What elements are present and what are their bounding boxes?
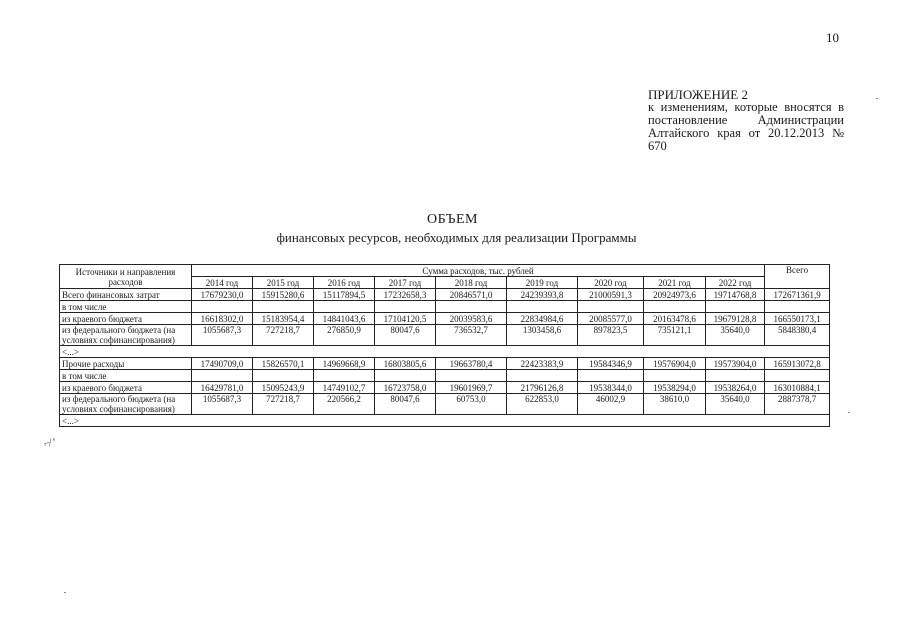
header-source: Источники и направления расходов [60, 265, 192, 289]
table-row [60, 313, 830, 325]
value-cell: 735121,1 [644, 325, 706, 346]
value-cell: 24239393,8 [507, 289, 578, 301]
value-cell: 15183954,4 [253, 313, 314, 325]
value-cell: 276850,9 [314, 325, 375, 346]
annex-text: к изменениям, которые вносятся в постановление Администрации Алтайского края от 20.12.2013 № 670 [648, 100, 844, 153]
value-cell [192, 370, 253, 382]
value-cell: 14749102,7 [314, 382, 375, 394]
value-cell: 16803805,6 [375, 358, 436, 370]
value-cell: 19576904,0 [644, 358, 706, 370]
speck [848, 412, 850, 413]
value-cell: 220566,2 [314, 394, 375, 415]
header-sum: Сумма расходов, тыс. рублей [192, 265, 765, 277]
omitted-marker: <...> [60, 415, 830, 427]
value-cell [644, 301, 706, 313]
speck [876, 98, 878, 99]
row-label: Всего финансовых затрат [60, 289, 192, 301]
value-cell: 19538264,0 [706, 382, 765, 394]
value-cell: 727218,7 [253, 325, 314, 346]
header-year: 2014 год [192, 277, 253, 289]
total-cell: 172671361,9 [765, 289, 830, 301]
header-year: 2017 год [375, 277, 436, 289]
value-cell: 19663780,4 [436, 358, 507, 370]
header-total: Всего [765, 265, 830, 289]
value-cell: 17232658,3 [375, 289, 436, 301]
value-cell [436, 370, 507, 382]
value-cell [578, 370, 644, 382]
handwritten-mark: ⌐̸ ʻ [42, 435, 58, 451]
row-label: из федерального бюджета (на условиях софинансирования) [60, 394, 192, 415]
value-cell [578, 301, 644, 313]
value-cell: 20924973,6 [644, 289, 706, 301]
table-row [60, 370, 830, 382]
value-cell: 19573904,0 [706, 358, 765, 370]
value-cell: 15095243,9 [253, 382, 314, 394]
omitted-rows-marker [60, 415, 830, 427]
value-cell: 35640,0 [706, 325, 765, 346]
total-cell: 163010884,1 [765, 382, 830, 394]
value-cell: 19538344,0 [578, 382, 644, 394]
table-row [60, 325, 830, 346]
value-cell [253, 301, 314, 313]
value-cell [706, 301, 765, 313]
row-label: в том числе [60, 370, 192, 382]
value-cell: 19679128,8 [706, 313, 765, 325]
value-cell: 21796126,8 [507, 382, 578, 394]
value-cell: 15117894,5 [314, 289, 375, 301]
value-cell: 1055687,3 [192, 325, 253, 346]
value-cell: 897823,5 [578, 325, 644, 346]
value-cell: 17679230,0 [192, 289, 253, 301]
value-cell: 1303458,6 [507, 325, 578, 346]
header-year: 2018 год [436, 277, 507, 289]
value-cell: 17104120,5 [375, 313, 436, 325]
value-cell: 20846571,0 [436, 289, 507, 301]
value-cell: 20039583,6 [436, 313, 507, 325]
total-cell: 2887378,7 [765, 394, 830, 415]
table-row [60, 301, 830, 313]
value-cell: 727218,7 [253, 394, 314, 415]
value-cell: 19714768,8 [706, 289, 765, 301]
value-cell: 16723758,0 [375, 382, 436, 394]
omitted-rows-marker [60, 346, 830, 358]
value-cell [314, 370, 375, 382]
value-cell [192, 301, 253, 313]
value-cell: 17490709,0 [192, 358, 253, 370]
header-year: 2020 год [578, 277, 644, 289]
row-label: Прочие расходы [60, 358, 192, 370]
row-label: из краевого бюджета [60, 313, 192, 325]
document-subtitle: финансовых ресурсов, необходимых для реализации Программы [276, 230, 637, 245]
total-cell: 5848380,4 [765, 325, 830, 346]
value-cell: 14969668,9 [314, 358, 375, 370]
speck [64, 592, 66, 593]
value-cell: 19584346,9 [578, 358, 644, 370]
annex-heading: ПРИЛОЖЕНИЕ 2 [648, 87, 748, 102]
annex-block [648, 88, 844, 153]
value-cell: 622853,0 [507, 394, 578, 415]
value-cell: 22834984,6 [507, 313, 578, 325]
total-cell: 165913072,8 [765, 358, 830, 370]
value-cell: 736532,7 [436, 325, 507, 346]
header-year: 2016 год [314, 277, 375, 289]
row-label: из федерального бюджета (на условиях софинансирования) [60, 325, 192, 346]
row-label: из краевого бюджета [60, 382, 192, 394]
value-cell: 80047,6 [375, 394, 436, 415]
total-cell [765, 301, 830, 313]
value-cell: 16429781,0 [192, 382, 253, 394]
header-year: 2021 год [644, 277, 706, 289]
value-cell [253, 370, 314, 382]
table-header-row [60, 265, 830, 277]
table-row [60, 358, 830, 370]
table-row [60, 289, 830, 301]
value-cell: 16618302,0 [192, 313, 253, 325]
table-row [60, 394, 830, 415]
value-cell: 20163478,6 [644, 313, 706, 325]
value-cell: 80047,6 [375, 325, 436, 346]
row-label: в том числе [60, 301, 192, 313]
value-cell: 38610,0 [644, 394, 706, 415]
financial-resources-table [59, 264, 830, 427]
total-cell [765, 370, 830, 382]
total-cell: 166550173,1 [765, 313, 830, 325]
page-number: 10 [826, 30, 839, 45]
value-cell: 20085577,0 [578, 313, 644, 325]
value-cell: 1055687,3 [192, 394, 253, 415]
value-cell: 14841043,6 [314, 313, 375, 325]
value-cell: 60753,0 [436, 394, 507, 415]
value-cell: 46002,9 [578, 394, 644, 415]
value-cell [644, 370, 706, 382]
value-cell [375, 370, 436, 382]
header-year: 2019 год [507, 277, 578, 289]
header-year: 2015 год [253, 277, 314, 289]
value-cell: 19601969,7 [436, 382, 507, 394]
document-title: ОБЪЕМ [426, 212, 478, 227]
value-cell: 15826570,1 [253, 358, 314, 370]
table-row [60, 382, 830, 394]
omitted-marker: <...> [60, 346, 830, 358]
value-cell: 35640,0 [706, 394, 765, 415]
header-year: 2022 год [706, 277, 765, 289]
value-cell [314, 301, 375, 313]
value-cell: 19538294,0 [644, 382, 706, 394]
value-cell [436, 301, 507, 313]
value-cell [507, 370, 578, 382]
value-cell [706, 370, 765, 382]
value-cell: 22423383,9 [507, 358, 578, 370]
value-cell [375, 301, 436, 313]
value-cell: 21000591,3 [578, 289, 644, 301]
value-cell [507, 301, 578, 313]
value-cell: 15915280,6 [253, 289, 314, 301]
